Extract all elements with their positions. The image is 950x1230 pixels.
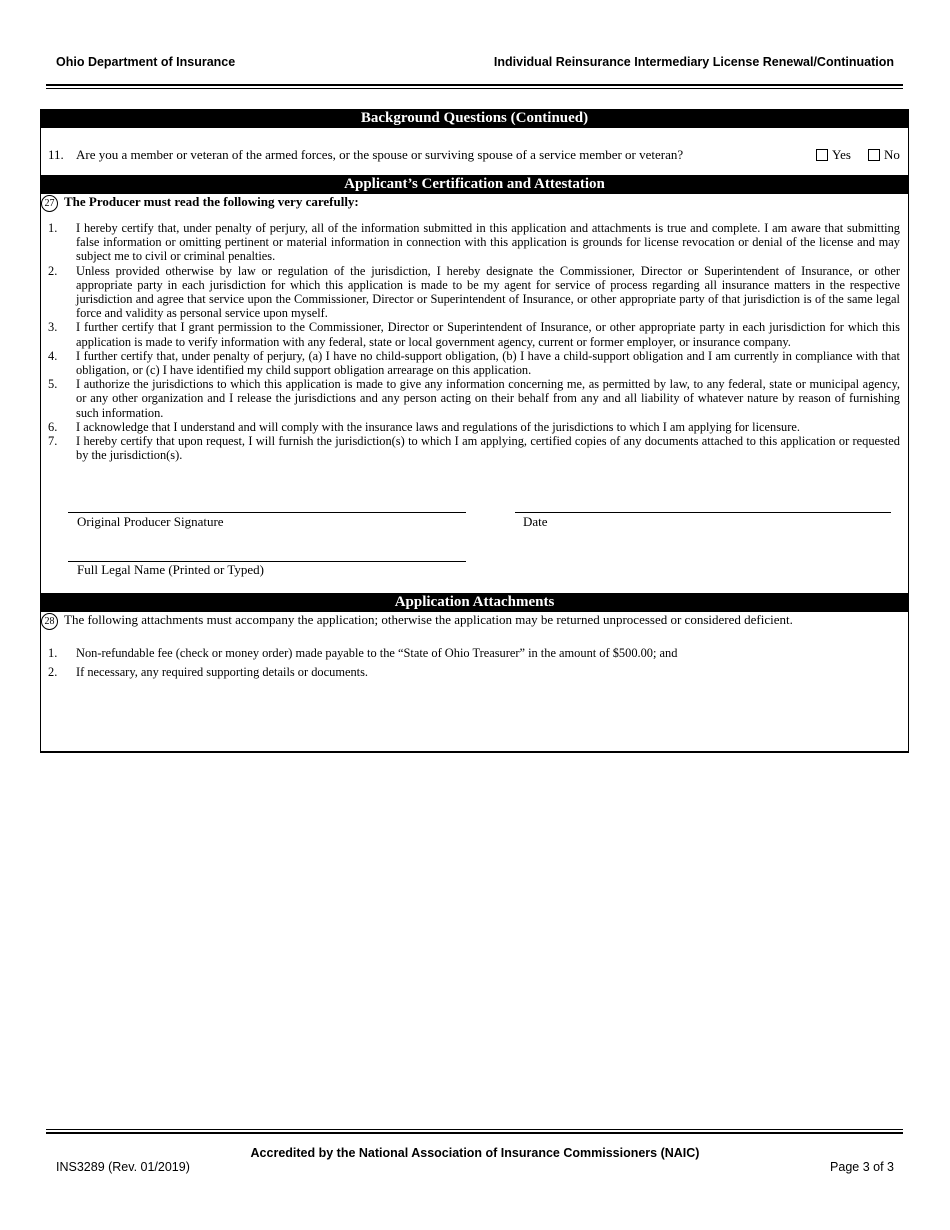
attachments-heading: Application Attachments: [40, 593, 909, 612]
list-item: 2. Unless provided otherwise by law or regulation of the jurisdiction, I hereby designate the Commissioner, Director or Superintendent of Insurance, or other appropriate party in each jurisdiction for which this application is made to be my agent for service of process regarding all insurance matters in the respective jurisdiction and agree that service upon the Commissioner, Director or Superintendent of Insurance, or other appropriate party of that jurisdiction is of the same legal force and validity as personal service upon myself.: [48, 263, 900, 321]
accreditation-text: Accredited by the National Association of Insurance Commissioners (NAIC): [250, 1146, 700, 1160]
item-28-marker: 28: [41, 613, 58, 630]
list-item: 3. I further certify that I grant permission to the Commissioner, Director or Superintendent of Insurance, or other appropriate party in each jurisdiction for which this application is made to verify information with any federal, state or local government agency, current or former employer, or insurance company.: [48, 320, 900, 349]
question-11: [48, 147, 683, 163]
certification-list: [48, 221, 900, 462]
attachments-intro: The following attachments must accompany the application; otherwise the application may be returned unprocessed or considered deficient.: [64, 612, 793, 627]
question-text: Are you a member or veteran of the armed forces, or the spouse or surviving spouse of a service member or veteran?: [76, 147, 684, 162]
list-item: 4. I further certify that, under penalty of perjury, (a) I have no child-support obligation, (b) I have a child-support obligation and I am currently in compliance with that obligation, or (c) I have identified my child support obligation arrearage on this application.: [48, 348, 900, 378]
footer-rule: [46, 1132, 903, 1134]
date-line[interactable]: [515, 512, 891, 513]
background-questions-heading: Background Questions (Continued): [40, 109, 909, 128]
full-name-label: Full Legal Name (Printed or Typed): [77, 562, 264, 577]
question-number: 11.: [48, 147, 64, 162]
signature-label: Original Producer Signature: [77, 514, 224, 529]
header-rule-thin: [46, 88, 903, 89]
page-number: Page 3 of 3: [830, 1160, 894, 1174]
yes-label: Yes: [832, 147, 851, 162]
list-item: 1. I hereby certify that, under penalty of perjury, all of the information submitted in this application and attachments is true and complete. I am aware that submitting false information or omitting pertinent or material information in connection with this application is grounds for license revocation or denial of the license and may subject me to civil or criminal penalties.: [48, 221, 900, 264]
item-27-marker: 27: [41, 195, 58, 212]
list-item: 1. Non-refundable fee (check or money order) made payable to the “State of Ohio Treasurer” in the amount of $500.00; and: [48, 646, 678, 660]
certification-heading: Applicant’s Certification and Attestation: [40, 175, 909, 194]
yes-checkbox[interactable]: [816, 149, 828, 161]
form-title: Individual Reinsurance Intermediary License Renewal/Continuation: [493, 55, 894, 69]
footer-rule-thin: [46, 1129, 903, 1130]
list-item: 7. I hereby certify that upon request, I will furnish the jurisdiction(s) to which I am applying, certified copies of any documents attached to this application or requested by the jurisdiction(s).: [48, 434, 900, 463]
form-number: INS3289 (Rev. 01/2019): [56, 1160, 190, 1174]
header-rule: [46, 84, 903, 86]
no-checkbox[interactable]: [868, 149, 880, 161]
attachments-list: [48, 646, 900, 684]
department-name: Ohio Department of Insurance: [56, 55, 236, 69]
list-item: 6. I acknowledge that I understand and will comply with the insurance laws and regulations of the jurisdictions to which I am applying for licensure.: [48, 419, 800, 434]
certification-intro: The Producer must read the following very carefully:: [64, 194, 359, 209]
list-item: 5. I authorize the jurisdictions to which this application is made to give any information concerning me, as permitted by law, to any federal, state or municipal agency, or any other organization and I release the jurisdictions and any person acting on their behalf from any and all liability of whatever nature by reason of furnishing such information.: [48, 377, 900, 420]
signature-line[interactable]: [68, 512, 466, 513]
date-label: Date: [523, 514, 548, 529]
no-label: No: [884, 147, 900, 162]
list-item: 2. If necessary, any required supporting details or documents.: [48, 665, 369, 679]
